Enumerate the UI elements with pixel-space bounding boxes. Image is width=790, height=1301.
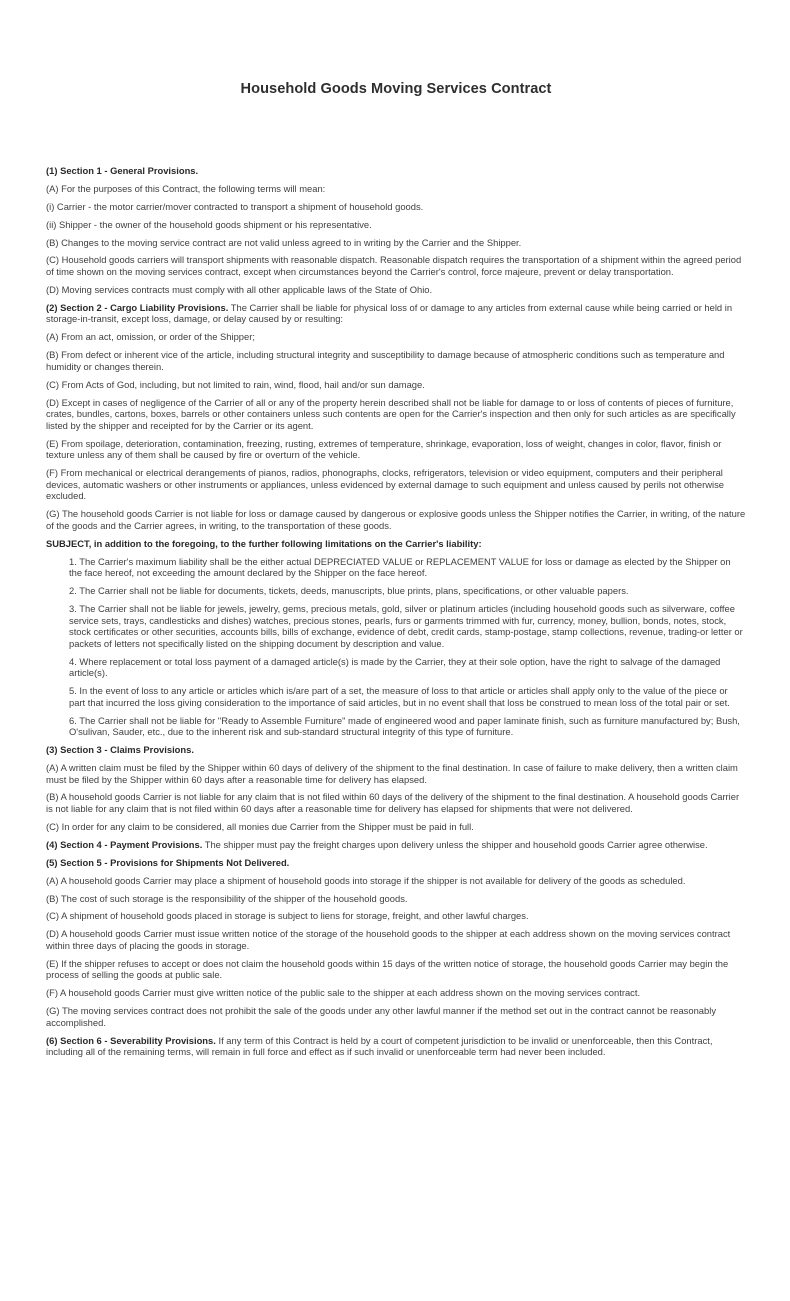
clause: (D) Except in cases of negligence of the Carrier of all or any of the property herein described shall not be liable for damage to or loss of contents of pieces of furniture, crates, bundles, cartons, boxes, barrels or other containers unless such contents are open for the Carrier's inspection and then only for such articles as are specifically listed by the shipper and receipted for by the Carrier or its agent. bbox=[46, 396, 736, 431]
clause: (C) Household goods carriers will transport shipments with reasonable dispatch. Reasonable dispatch requires the transportation of a shipment within the agreed period of time shown on the moving services contract, except when circumstances beyond the Carrier's control, force majeure, prevent or delay transportation. bbox=[46, 254, 742, 278]
clause: (F) From mechanical or electrical derangements of pianos, radios, phonographs, clocks, refrigerators, television or video equipment, computers and their peripheral devices, automatic washers or other instruments or appliances, unless evidenced by external damage to such equipment and unless caused by perils not otherwise excluded. bbox=[46, 467, 724, 502]
clause: (D) A household goods Carrier must issue written notice of the storage of the household goods to the shipper at each address shown on the moving services contract within three days of placing the goods in storage. bbox=[46, 928, 731, 951]
limitation-item: 2. The Carrier shall not be liable for documents, tickets, deeds, manuscripts, blue prints, plans, specifications, or other valuable papers. bbox=[69, 585, 629, 597]
contract-body bbox=[46, 165, 746, 1064]
section-2-heading: (2) Section 2 - Cargo Liability Provisions. bbox=[46, 301, 229, 313]
section-4-paragraph bbox=[46, 839, 746, 851]
limitation-item: 4. Where replacement or total loss payment of a damaged article(s) is made by the Carrier, they at their sole option, have the right to salvage of the damaged article(s). bbox=[69, 655, 721, 679]
clause: (C) A shipment of household goods placed in storage is subject to liens for storage, freight, and other lawful charges. bbox=[46, 910, 529, 922]
section-6-paragraph bbox=[46, 1035, 746, 1058]
limitations-list bbox=[69, 556, 746, 738]
clause: (G) The household goods Carrier is not liable for loss or damage caused by dangerous or explosive goods unless the Shipper notifies the Carrier, in writing, of the nature of the goods and the Carrier agrees, in writing, to the transportation of these goods. bbox=[46, 508, 746, 531]
section-6-heading: (6) Section 6 - Severability Provisions. bbox=[46, 1034, 216, 1046]
clause: (i) Carrier - the motor carrier/mover contracted to transport a shipment of household goods. bbox=[46, 200, 424, 212]
section-4-heading: (4) Section 4 - Payment Provisions. bbox=[46, 838, 203, 850]
clause: (E) From spoilage, deterioration, contamination, freezing, rusting, extremes of temperature, shrinkage, evaporation, loss of weight, changes in color, flavor, finish or texture unless any of them shall be caused by fire or overturn of the vehicle. bbox=[46, 437, 722, 461]
clause: (B) From defect or inherent vice of the article, including structural integrity and susceptibility to damage because of atmospheric conditions such as temperature and humidity or changes therein. bbox=[46, 349, 725, 372]
limitation-item: 5. In the event of loss to any article or articles which is/are part of a set, the measure of loss to that article or articles shall apply only to the value of the piece or part that incurred the loss giving consideration to the importance of said articles, but in no event shall that loss be construed to mean loss of the total pair or set. bbox=[69, 685, 730, 708]
section-5-heading: (5) Section 5 - Provisions for Shipments Not Delivered. bbox=[46, 856, 290, 868]
clause: (D) Moving services contracts must comply with all other applicable laws of the State of Ohio. bbox=[46, 283, 433, 295]
clause: (C) In order for any claim to be considered, all monies due Carrier from the Shipper must be paid in full. bbox=[46, 820, 474, 832]
clause: (A) A household goods Carrier may place a shipment of household goods into storage if the shipper is not available for delivery of the goods as scheduled. bbox=[46, 874, 686, 886]
section-3-heading: (3) Section 3 - Claims Provisions. bbox=[46, 744, 194, 756]
limitation-item: 3. The Carrier shall not be liable for jewels, jewelry, gems, precious metals, gold, silver or platinum articles (including household goods such as silverware, coffee service sets, trays, candlesticks and dishes) watches, precious stones, pearls, furs or garments trimmed with fur, currency, money, bullion, bonds, notes, stock, stock certificates or other securities, accounts bills, bills of exchange, evidence of debt, credit cards, stamp-postage, stamp collections, revenue, trading-or letter or packets of letters not specifically listed on the shipping document by description and value. bbox=[69, 602, 743, 649]
clause: (B) The cost of such storage is the responsibility of the shipper of the household goods. bbox=[46, 892, 408, 904]
document-title: Household Goods Moving Services Contract bbox=[240, 81, 552, 97]
subject-heading: SUBJECT, in addition to the foregoing, to the further following limitations on the Carrier's liability: bbox=[46, 537, 482, 549]
clause: (F) A household goods Carrier must give written notice of the public sale to the shipper at each address shown on the moving services contract. bbox=[46, 987, 641, 999]
section-6-text: If any term of this Contract is held by a court of competent jurisdiction to be invalid or unenforceable, then this Contract, including all of the remaining terms, will remain in full force and effect as if such invalid or unenforceable term had never been included. bbox=[46, 1034, 713, 1058]
limitation-item: 6. The Carrier shall not be liable for "Ready to Assemble Furniture" made of engineered wood and paper laminate finish, such as furniture manufactured by; Bush, O'sulivan, Sauder, etc., due to the inherent risk and sub-standard structural integrity of this type of furniture. bbox=[69, 714, 740, 738]
section-2-intro: The Carrier shall be liable for physical loss of or damage to any articles from external cause while being carried or held in storage-in-transit, except loss, damage, or delay caused by or resulting: bbox=[46, 301, 733, 325]
clause: (C) From Acts of God, including, but not limited to rain, wind, flood, hail and/or sun damage. bbox=[46, 378, 425, 390]
clause: (A) For the purposes of this Contract, the following terms will mean: bbox=[46, 182, 326, 194]
clause: (A) A written claim must be filed by the Shipper within 60 days of delivery of the shipment to the final destination. In case of failure to make delivery, then a written claim must be filed by the Shipper within 60 days after a reasonable time for delivery has elapsed. bbox=[46, 761, 738, 785]
clause: (B) A household goods Carrier is not liable for any claim that is not filed within 60 days of the delivery of the shipment to the final destination. A household goods Carrier is not liable for any claim that is not filed within 60 days after a reasonable time for delivery has elapsed for shipments that were not delivered. bbox=[46, 791, 740, 815]
clause: (G) The moving services contract does not prohibit the sale of the goods under any other lawful manner if the method set out in the contract cannot be reasonably accomplished. bbox=[46, 1005, 717, 1028]
section-2-paragraph bbox=[46, 302, 746, 325]
limitation-item: 1. The Carrier's maximum liability shall be the either actual DEPRECIATED VALUE or REPLACEMENT VALUE for loss or damage as elected by the Shipper on the face hereof, not exceeding the amount declared by the Shipper on the face hereof. bbox=[69, 555, 731, 579]
section-4-text: The shipper must pay the freight charges upon delivery unless the shipper and household goods Carrier agree otherwise. bbox=[202, 838, 708, 850]
clause: (B) Changes to the moving service contract are not valid unless agreed to in writing by the Carrier and the Shipper. bbox=[46, 236, 522, 248]
clause: (E) If the shipper refuses to accept or does not claim the household goods within 15 days of the written notice of storage, the household goods Carrier may begin the process of selling the goods at public sale. bbox=[46, 957, 729, 981]
clause: (ii) Shipper - the owner of the household goods shipment or his representative. bbox=[46, 218, 372, 230]
clause: (A) From an act, omission, or order of the Shipper; bbox=[46, 331, 255, 343]
section-1-heading: (1) Section 1 - General Provisions. bbox=[46, 165, 199, 176]
